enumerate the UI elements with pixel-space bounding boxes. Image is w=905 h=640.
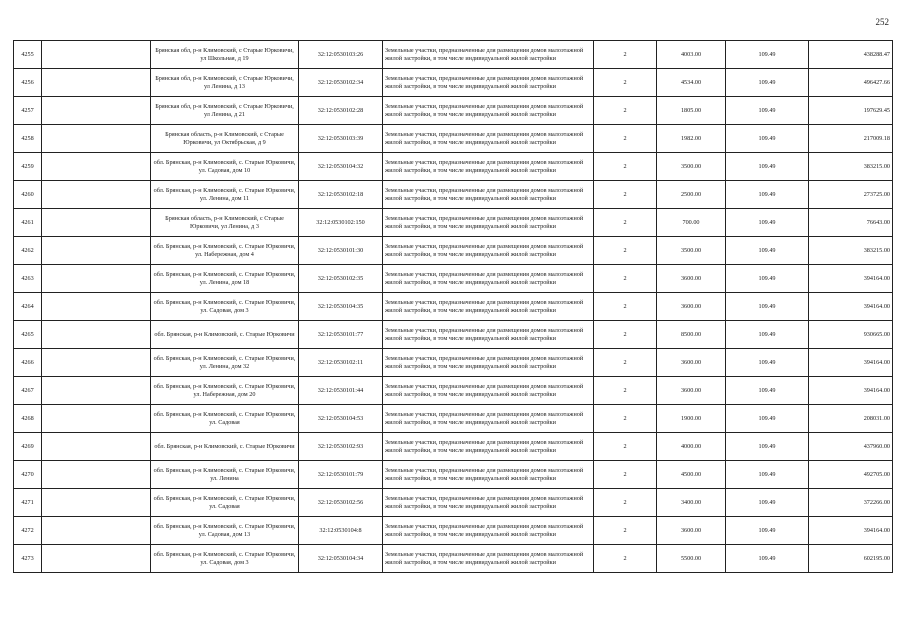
rate-cell: 109.49 [726,433,809,461]
spacer-cell [42,97,151,125]
table-row [14,181,893,209]
address-cell: обл. Брянская, р-н Климовский, с. Старые Юрковичи, ул. Садовая, дом 13 [151,517,299,545]
spacer-cell [42,545,151,573]
cadastral-value-cell: 930665.00 [809,321,893,349]
row-number: 4268 [14,405,42,433]
row-number: 4257 [14,97,42,125]
group-cell: 2 [594,237,657,265]
cadastral-number-cell: 32:12:0530102:18 [299,181,383,209]
table-row [14,237,893,265]
cadastral-value-cell: 496427.66 [809,69,893,97]
area-cell: 4500.00 [657,461,726,489]
area-cell: 1982.00 [657,125,726,153]
row-number: 4262 [14,237,42,265]
spacer-cell [42,153,151,181]
row-number: 4264 [14,293,42,321]
area-cell: 3500.00 [657,237,726,265]
group-cell: 2 [594,181,657,209]
rate-cell: 109.49 [726,405,809,433]
address-cell: Брянская область, р-н Климовский, с Старые Юрковичи, ул Ленина, д 3 [151,209,299,237]
group-cell: 2 [594,125,657,153]
group-cell: 2 [594,41,657,69]
group-cell: 2 [594,293,657,321]
land-use-cell: Земельные участки, предназначенные для размещения домов малоэтажной жилой застройки, в том числе индивидуальной жилой застройки [383,461,594,489]
cadastral-value-cell: 394164.00 [809,349,893,377]
cadastral-value-cell: 208031.00 [809,405,893,433]
address-cell: Брянская обл, р-н Климовский, с Старые Юрковичи, ул Школьная, д 19 [151,41,299,69]
cadastral-value-cell: 394164.00 [809,265,893,293]
land-use-cell: Земельные участки, предназначенные для размещения домов малоэтажной жилой застройки, в том числе индивидуальной жилой застройки [383,293,594,321]
table-row [14,41,893,69]
area-cell: 1900.00 [657,405,726,433]
land-use-cell: Земельные участки, предназначенные для размещения домов малоэтажной жилой застройки, в том числе индивидуальной жилой застройки [383,125,594,153]
group-cell: 2 [594,377,657,405]
address-cell: обл. Брянская, р-н Климовский, с. Старые Юрковичи, ул. Садовая [151,405,299,433]
cadastral-value-cell: 76643.00 [809,209,893,237]
spacer-cell [42,461,151,489]
group-cell: 2 [594,517,657,545]
rate-cell: 109.49 [726,377,809,405]
row-number: 4265 [14,321,42,349]
group-cell: 2 [594,321,657,349]
table-row [14,125,893,153]
land-use-cell: Земельные участки, предназначенные для размещения домов малоэтажной жилой застройки, в том числе индивидуальной жилой застройки [383,545,594,573]
cadastral-number-cell: 32:12:0530104:32 [299,153,383,181]
spacer-cell [42,209,151,237]
address-cell: обл. Брянская, р-н Климовский, с. Старые Юрковичи, ул. Ленина, дом 18 [151,265,299,293]
row-number: 4255 [14,41,42,69]
row-number: 4266 [14,349,42,377]
land-use-cell: Земельные участки, предназначенные для размещения домов малоэтажной жилой застройки, в том числе индивидуальной жилой застройки [383,69,594,97]
land-use-cell: Земельные участки, предназначенные для размещения домов малоэтажной жилой застройки, в том числе индивидуальной жилой застройки [383,209,594,237]
spacer-cell [42,69,151,97]
table-row [14,349,893,377]
land-use-cell: Земельные участки, предназначенные для размещения домов малоэтажной жилой застройки, в том числе индивидуальной жилой застройки [383,321,594,349]
row-number: 4273 [14,545,42,573]
cadastral-value-cell: 217009.18 [809,125,893,153]
spacer-cell [42,321,151,349]
row-number: 4272 [14,517,42,545]
address-cell: обл. Брянская, р-н Климовский, с. Старые Юрковичи, ул. Садовая, дом 10 [151,153,299,181]
area-cell: 4000.00 [657,433,726,461]
cadastral-number-cell: 32:12:0530101:44 [299,377,383,405]
rate-cell: 109.49 [726,181,809,209]
group-cell: 2 [594,153,657,181]
spacer-cell [42,125,151,153]
cadastral-number-cell: 32:12:0530102:56 [299,489,383,517]
spacer-cell [42,181,151,209]
land-use-cell: Земельные участки, предназначенные для размещения домов малоэтажной жилой застройки, в том числе индивидуальной жилой застройки [383,237,594,265]
cadastral-value-table [13,40,893,573]
rate-cell: 109.49 [726,41,809,69]
address-cell: обл. Брянская, р-н Климовский, с. Старые Юрковичи, ул. Садовая, дом 3 [151,545,299,573]
address-cell: обл. Брянская, р-н Климовский, с. Старые Юрковичи, ул. Ленина [151,461,299,489]
group-cell: 2 [594,69,657,97]
cadastral-number-cell: 32:12:0530101:79 [299,461,383,489]
group-cell: 2 [594,209,657,237]
address-cell: обл. Брянская, р-н Климовский, с. Старые Юрковичи [151,321,299,349]
row-number: 4267 [14,377,42,405]
cadastral-value-cell: 602195.00 [809,545,893,573]
cadastral-number-cell: 32:12:0530101:77 [299,321,383,349]
cadastral-value-cell: 273725.00 [809,181,893,209]
address-cell: Брянская обл, р-н Климовский, с Старые Юрковичи, ул Ленина, д 13 [151,69,299,97]
address-cell: обл. Брянская, р-н Климовский, с. Старые Юрковичи, ул. Набережная, дом 4 [151,237,299,265]
group-cell: 2 [594,349,657,377]
area-cell: 3600.00 [657,265,726,293]
group-cell: 2 [594,545,657,573]
cadastral-value-cell: 383215.00 [809,153,893,181]
address-cell: обл. Брянская, р-н Климовский, с. Старые Юрковичи, ул. Набережная, дом 20 [151,377,299,405]
cadastral-number-cell: 32:12:0530103:39 [299,125,383,153]
rate-cell: 109.49 [726,461,809,489]
area-cell: 3600.00 [657,377,726,405]
area-cell: 1805.00 [657,97,726,125]
address-cell: обл. Брянская, р-н Климовский, с. Старые Юрковичи, ул. Садовая, дом 3 [151,293,299,321]
cadastral-number-cell: 32:12:0530104:34 [299,545,383,573]
table-row [14,545,893,573]
rate-cell: 109.49 [726,321,809,349]
rate-cell: 109.49 [726,125,809,153]
land-use-cell: Земельные участки, предназначенные для размещения домов малоэтажной жилой застройки, в том числе индивидуальной жилой застройки [383,405,594,433]
area-cell: 5500.00 [657,545,726,573]
cadastral-value-cell: 394164.00 [809,377,893,405]
land-use-cell: Земельные участки, предназначенные для размещения домов малоэтажной жилой застройки, в том числе индивидуальной жилой застройки [383,517,594,545]
row-number: 4271 [14,489,42,517]
row-number: 4270 [14,461,42,489]
spacer-cell [42,517,151,545]
table-row [14,69,893,97]
area-cell: 3600.00 [657,517,726,545]
row-number: 4258 [14,125,42,153]
rate-cell: 109.49 [726,153,809,181]
cadastral-number-cell: 32:12:0530104:53 [299,405,383,433]
spacer-cell [42,377,151,405]
land-use-cell: Земельные участки, предназначенные для размещения домов малоэтажной жилой застройки, в том числе индивидуальной жилой застройки [383,181,594,209]
spacer-cell [42,433,151,461]
table-body [14,41,893,573]
land-use-cell: Земельные участки, предназначенные для размещения домов малоэтажной жилой застройки, в том числе индивидуальной жилой застройки [383,41,594,69]
table-row [14,153,893,181]
cadastral-number-cell: 32:12:0530102:150 [299,209,383,237]
rate-cell: 109.49 [726,545,809,573]
area-cell: 3400.00 [657,489,726,517]
table-row [14,405,893,433]
address-cell: обл. Брянская, р-н Климовский, с. Старые Юрковичи [151,433,299,461]
page-number: 252 [875,17,889,27]
table-row [14,517,893,545]
row-number: 4261 [14,209,42,237]
area-cell: 3600.00 [657,293,726,321]
land-use-cell: Земельные участки, предназначенные для размещения домов малоэтажной жилой застройки, в том числе индивидуальной жилой застройки [383,377,594,405]
group-cell: 2 [594,405,657,433]
cadastral-number-cell: 32:12:0530102:35 [299,265,383,293]
area-cell: 4534.00 [657,69,726,97]
table-row [14,377,893,405]
rate-cell: 109.49 [726,237,809,265]
table-row [14,461,893,489]
table-row [14,321,893,349]
table-row [14,293,893,321]
land-use-cell: Земельные участки, предназначенные для размещения домов малоэтажной жилой застройки, в том числе индивидуальной жилой застройки [383,97,594,125]
address-cell: обл. Брянская, р-н Климовский, с. Старые Юрковичи, ул. Ленина, дом 11 [151,181,299,209]
table-row [14,265,893,293]
spacer-cell [42,349,151,377]
cadastral-value-cell: 372266.00 [809,489,893,517]
spacer-cell [42,265,151,293]
cadastral-number-cell: 32:12:0530102:34 [299,69,383,97]
cadastral-value-cell: 394164.00 [809,517,893,545]
rate-cell: 109.49 [726,265,809,293]
rate-cell: 109.49 [726,517,809,545]
spacer-cell [42,293,151,321]
cadastral-value-cell: 438288.47 [809,41,893,69]
cadastral-number-cell: 32:12:0530104:8 [299,517,383,545]
land-use-cell: Земельные участки, предназначенные для размещения домов малоэтажной жилой застройки, в том числе индивидуальной жилой застройки [383,349,594,377]
table-row [14,489,893,517]
group-cell: 2 [594,461,657,489]
group-cell: 2 [594,97,657,125]
row-number: 4269 [14,433,42,461]
rate-cell: 109.49 [726,69,809,97]
land-use-cell: Земельные участки, предназначенные для размещения домов малоэтажной жилой застройки, в том числе индивидуальной жилой застройки [383,153,594,181]
land-use-cell: Земельные участки, предназначенные для размещения домов малоэтажной жилой застройки, в том числе индивидуальной жилой застройки [383,489,594,517]
rate-cell: 109.49 [726,209,809,237]
rate-cell: 109.49 [726,293,809,321]
land-use-cell: Земельные участки, предназначенные для размещения домов малоэтажной жилой застройки, в том числе индивидуальной жилой застройки [383,433,594,461]
rate-cell: 109.49 [726,97,809,125]
group-cell: 2 [594,265,657,293]
row-number: 4263 [14,265,42,293]
spacer-cell [42,41,151,69]
cadastral-value-cell: 197629.45 [809,97,893,125]
table-row [14,209,893,237]
area-cell: 8500.00 [657,321,726,349]
group-cell: 2 [594,489,657,517]
area-cell: 2500.00 [657,181,726,209]
area-cell: 4003.00 [657,41,726,69]
row-number: 4256 [14,69,42,97]
address-cell: обл. Брянская, р-н Климовский, с. Старые Юрковичи, ул. Ленина, дом 32 [151,349,299,377]
cadastral-number-cell: 32:12:0530102:93 [299,433,383,461]
table-row [14,97,893,125]
cadastral-number-cell: 32:12:0530102:28 [299,97,383,125]
table-row [14,433,893,461]
area-cell: 3500.00 [657,153,726,181]
spacer-cell [42,489,151,517]
spacer-cell [42,405,151,433]
cadastral-number-cell: 32:12:0530103:26 [299,41,383,69]
area-cell: 3600.00 [657,349,726,377]
rate-cell: 109.49 [726,489,809,517]
cadastral-value-cell: 383215.00 [809,237,893,265]
cadastral-number-cell: 32:12:0530101:30 [299,237,383,265]
address-cell: Брянская обл, р-н Климовский, с Старые Юрковичи, ул Ленина, д 21 [151,97,299,125]
area-cell: 700.00 [657,209,726,237]
cadastral-number-cell: 32:12:0530104:35 [299,293,383,321]
cadastral-value-cell: 437960.00 [809,433,893,461]
rate-cell: 109.49 [726,349,809,377]
cadastral-value-cell: 394164.00 [809,293,893,321]
land-use-cell: Земельные участки, предназначенные для размещения домов малоэтажной жилой застройки, в том числе индивидуальной жилой застройки [383,265,594,293]
cadastral-value-cell: 492705.00 [809,461,893,489]
address-cell: Брянская область, р-н Климовский, с Старые Юрковичи, ул Октябрьская, д 9 [151,125,299,153]
cadastral-number-cell: 32:12:0530102:11 [299,349,383,377]
address-cell: обл. Брянская, р-н Климовский, с. Старые Юрковичи, ул. Садовая [151,489,299,517]
row-number: 4259 [14,153,42,181]
row-number: 4260 [14,181,42,209]
group-cell: 2 [594,433,657,461]
spacer-cell [42,237,151,265]
